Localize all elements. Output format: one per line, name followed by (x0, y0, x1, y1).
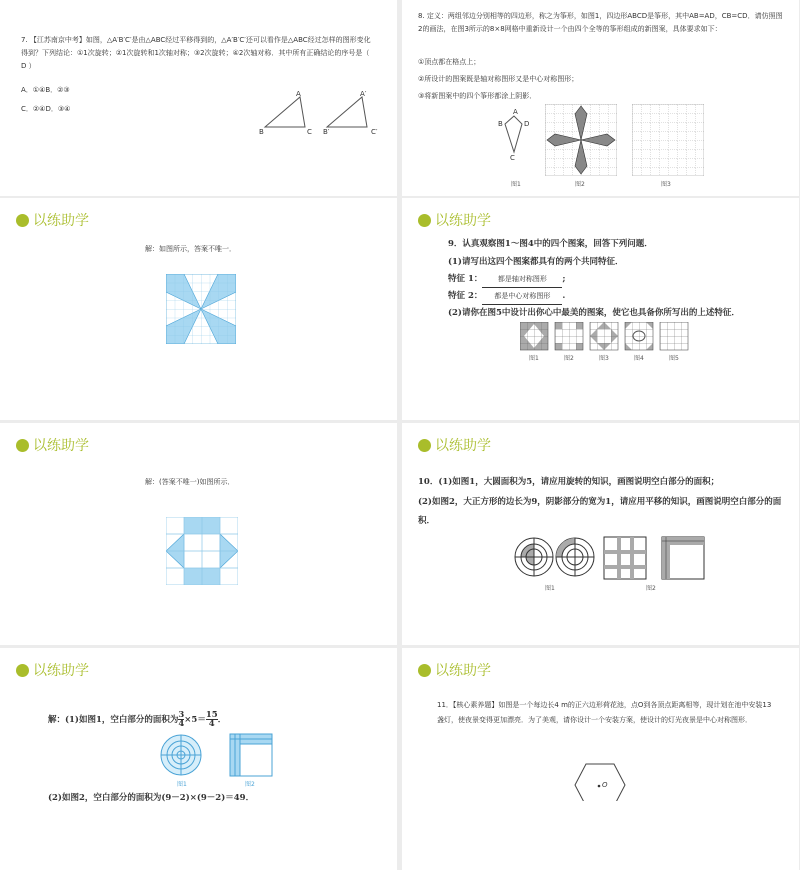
label-b-prime: B′ (323, 128, 330, 136)
question-text: 8. 定义：两组邻边分别相等的四边形，称之为筝形，如图1，四边形ABCD是筝形，其中AB=AD，CB=CD．请仿照图2的画法，在图3所示的8×8网格中重新设计一个由四个全等的筝形组成的新图案，具体要求如下： (418, 12, 783, 33)
requirement-1: ①顶点都在格点上； (418, 58, 481, 66)
caption-fig3: 图3 (661, 181, 671, 188)
numerator: 15 (205, 710, 218, 720)
feature-1-label: 特征 1： (448, 274, 483, 284)
slide-q10-answer[interactable] (0, 648, 397, 870)
label-c-prime: C′ (371, 128, 378, 136)
label-c: C (307, 128, 312, 136)
caption-fig1: 图1 (529, 355, 539, 362)
options-row-1: A．①④B．②③ (21, 86, 70, 94)
kite-label-c: C (510, 154, 515, 162)
answer-text: 解：(1)如图1，空白部分的面积为 (48, 714, 179, 725)
answer-pattern-figure (166, 517, 238, 585)
bullet-dot-icon (16, 214, 29, 227)
part-1-text: (1)请写出这四个图案都具有的两个共同特征． (448, 257, 624, 267)
slide-q8-answer[interactable] (0, 198, 397, 420)
slide-q8[interactable] (402, 0, 799, 196)
section-header (16, 660, 89, 680)
answer-text-mid: ×5＝ (184, 714, 206, 725)
section-title: 以练助学 (435, 213, 491, 229)
bullet-dot-icon (418, 439, 431, 452)
answer-text: 解：(答案不唯一)如图所示． (145, 478, 235, 486)
circles-and-squares-figure (514, 534, 714, 580)
section-header (418, 660, 491, 680)
caption-fig1: 图1 (177, 781, 187, 788)
point-o-label: O (602, 781, 608, 789)
answer-figures (160, 733, 280, 778)
caption-fig2: 图2 (575, 181, 585, 188)
feature-2-label: 特征 2： (448, 291, 483, 301)
denominator: 4 (206, 719, 218, 728)
bullet-dot-icon (16, 664, 29, 677)
caption-fig3: 图3 (599, 355, 609, 362)
section-header (16, 210, 89, 230)
bullet-dot-icon (418, 664, 431, 677)
kite-label-b: B (498, 120, 503, 128)
section-header (418, 210, 491, 230)
bullet-dot-icon (418, 214, 431, 227)
caption-fig2: 图2 (245, 781, 255, 788)
caption-fig4: 图4 (634, 355, 644, 362)
label-b: B (259, 128, 264, 136)
denominator: 4 (178, 719, 185, 729)
options-row-2: C．②④D．③④ (21, 105, 71, 113)
caption-fig1: 图1 (511, 181, 521, 188)
question-text: 11．【核心素养题】如图是一个每边长4 m的正六边形荷花池，点O到各顶点距离相等，现计划在池中安装13盏灯，使夜景变得更加漂亮．为了美观，请你设计一个安装方案，使设计的灯光夜景是中心对称图形． (437, 701, 772, 724)
label-a-prime: A′ (360, 90, 367, 98)
bullet-dot-icon (16, 439, 29, 452)
question-part-1: 10．(1)如图1，大圆面积为5，请应用旋转的知识，画图说明空白部分的面积； (418, 477, 720, 487)
fraction-15-4 (206, 711, 218, 728)
caption-fig2: 图2 (646, 585, 656, 592)
requirement-3: ③将新图案中的四个筝形都涂上阴影． (418, 92, 537, 100)
feature-1: 特征 1： 都是轴对称图形 ; (448, 271, 566, 288)
section-header (418, 435, 491, 455)
slide-q9[interactable] (402, 198, 799, 420)
question-part-2: (2)如图2，大正方形的边长为9，阴影部分的宽为1，请应用平移的知识，画图说明空白部分的面积． (418, 497, 782, 526)
feature-2: 特征 2： 都是中心对称图形 . (448, 288, 565, 305)
section-title: 以练助学 (33, 213, 89, 229)
answer-part-2: (2)如图2，空白部分的面积为(9－2)×(9－2)＝49． (48, 793, 255, 803)
section-title: 以练助学 (33, 438, 89, 454)
slide-q10[interactable] (402, 423, 799, 645)
answer-text-end: ． (217, 714, 227, 725)
patterns-figure (520, 322, 690, 352)
slide-q11[interactable] (402, 648, 799, 870)
question-text: 7. 【江苏南京中考】如图，△A′B′C′是由△ABC经过平移得到的，△A′B′C′还可以看作是△ABC经过怎样的图形变化得到？下列结论：①1次旋转；②1次旋转和1次轴对称；③2次旋转；④2次轴对称．其中所有正确结论的序号是（ D ） (21, 36, 371, 70)
feature-1-answer: 都是轴对称图形 (482, 271, 562, 288)
hexagon-figure (572, 761, 628, 801)
answer-grid-figure (166, 274, 236, 344)
caption-fig1: 图1 (545, 585, 555, 592)
section-title: 以练助学 (435, 438, 491, 454)
kite-pattern-grid (545, 104, 617, 176)
numerator: 3 (178, 710, 185, 720)
caption-fig5: 图5 (669, 355, 679, 362)
feature-2-answer: 都是中心对称图形 (482, 288, 562, 305)
slide-q9-answer[interactable] (0, 423, 397, 645)
section-header (16, 435, 89, 455)
label-a: A (296, 90, 301, 98)
answer-part-1 (48, 711, 226, 728)
requirement-2: ②所设计的图案既是轴对称图形又是中心对称图形； (418, 75, 579, 83)
section-title: 以练助学 (33, 663, 89, 679)
answer-text: 解：如图所示，答案不唯一． (145, 245, 236, 253)
question-text: 9．认真观察图1～图4中的四个图案，回答下列问题． (448, 239, 653, 249)
empty-grid (632, 104, 704, 176)
part-2-text: (2)请你在图5中设计出你心中最美的图案，使它也具备你所写出的上述特征． (448, 308, 740, 318)
section-title: 以练助学 (435, 663, 491, 679)
kite-label-a: A (513, 108, 518, 116)
caption-fig2: 图2 (564, 355, 574, 362)
slide-q7[interactable] (0, 0, 397, 196)
kite-label-d: D (524, 120, 530, 128)
